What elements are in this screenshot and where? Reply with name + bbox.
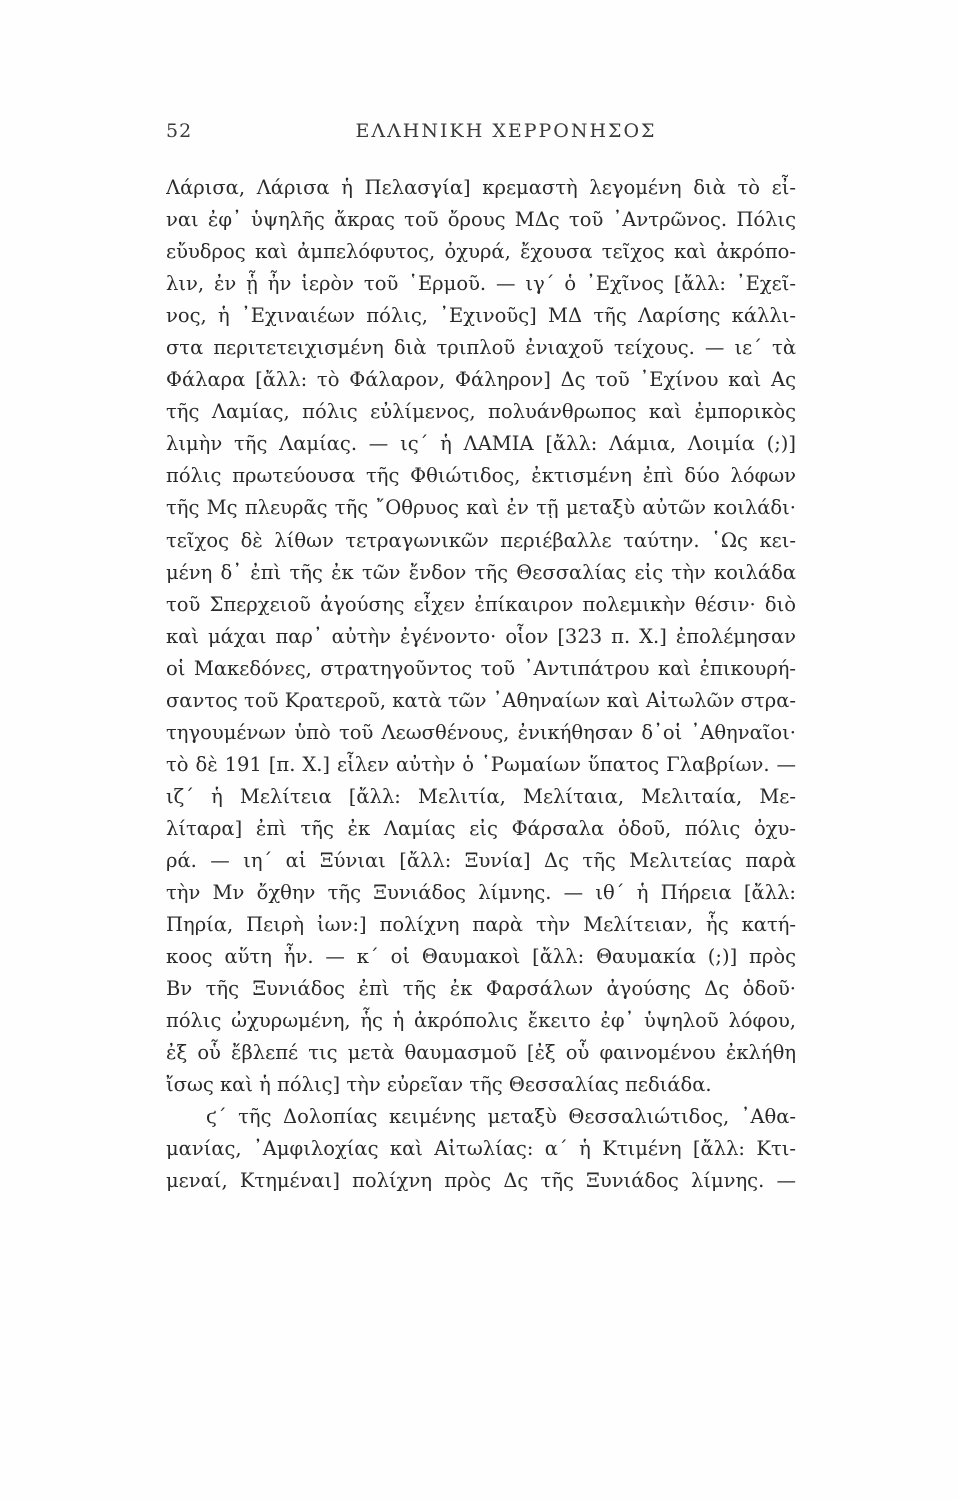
text-line: καὶ μάχαι παρ᾽ αὐτὴν ἐγένοντο· οἷον [323 π. Χ.] ἐπολέμησαν — [166, 624, 796, 648]
text-line: Φάλαρα [ἄλλ: τὸ Φάλαρον, Φάληρον] Δς τοῦ ᾽Εχίνου καὶ Ας — [166, 368, 796, 392]
text-line: κοος αὕτη ἦν. — κ΄ οἱ Θαυμακοὶ [ἄλλ: Θαυμακία (;)] πρὸς — [166, 945, 796, 969]
paragraph-end-line: ἴσως καὶ ἡ πόλις] τὴν εὐρεῖαν τῆς Θεσσαλίας πεδιάδα. — [166, 1073, 712, 1097]
text-line: τῆς Λαμίας, πόλις εὐλίμενος, πολυάνθρωπος καὶ ἐμπορικὸς — [166, 400, 796, 424]
text-line: Βν τῆς Ξυνιάδος ἐπὶ τῆς ἐκ Φαρσάλων ἀγούσης Δς ὁδοῦ· — [166, 977, 796, 1001]
text-line: οἱ Μακεδόνες, στρατηγοῦντος τοῦ ᾽Αντιπάτρου καὶ ἐπικουρή- — [166, 656, 796, 680]
text-line: τηγουμένων ὑπὸ τοῦ Λεωσθένους, ἐνικήθησαν δ᾽οἱ ᾽Αθηναῖοι· — [166, 720, 796, 744]
text-line: μανίας, ᾽Αμφιλοχίας καὶ Αἰτωλίας: α΄ ἡ Κτιμένη [ἄλλ: Κτι- — [166, 1137, 796, 1161]
text-line: στα περιτετειχισμένη διὰ τριπλοῦ ἐνιαχοῦ τείχους. — ιε΄ τὰ — [166, 336, 796, 360]
text-line: λίταρα] ἐπὶ τῆς ἐκ Λαμίας εἰς Φάρσαλα ὁδοῦ, πόλις ὀχυ- — [166, 816, 796, 840]
text-line: τεῖχος δὲ λίθων τετραγωνικῶν περιέβαλλε ταύτην. ῾Ως κει- — [166, 528, 796, 552]
text-line: ρά. — ιη΄ αἱ Ξύνιαι [ἄλλ: Ξυνία] Δς τῆς Μελιτείας παρὰ — [166, 848, 796, 872]
text-line: λιν, ἐν ᾗ ἦν ἱερὸν τοῦ ῾Ερμοῦ. — ιγ΄ ὁ ᾽Εχῖνος [ἄλλ: ᾽Εχεῖ- — [166, 272, 796, 296]
text-line: ναι ἐφ᾽ ὑψηλῆς ἄκρας τοῦ ὄρους ΜΔς τοῦ ᾽Αντρῶνος. Πόλις — [166, 208, 796, 232]
body-text — [166, 172, 796, 1198]
text-line: ιζ΄ ἡ Μελίτεια [ἄλλ: Μελιτία, Μελίταια, Μελιταία, Με- — [166, 784, 796, 808]
text-line: Λάρισα, Λάρισα ἡ Πελασγία] κρεμαστὴ λεγομένη διὰ τὸ εἶ- — [166, 176, 796, 199]
text-line: πόλις ὠχυρωμένη, ἧς ἡ ἀκρόπολις ἔκειτο ἐφ᾽ ὑψηλοῦ λόφου, — [166, 1009, 796, 1033]
text-line: τὴν Μν ὄχθην τῆς Ξυνιάδος λίμνης. — ιθ΄ ἡ Πήρεια [ἄλλ: — [166, 881, 796, 905]
text-line: τῆς Μς πλευρᾶς τῆς ῎Οθρυος καὶ ἐν τῇ μεταξὺ αὐτῶν κοιλάδι· — [166, 496, 796, 520]
running-head — [166, 120, 796, 160]
paragraph-start-line: ϛ΄ τῆς Δολοπίας κειμένης μεταξὺ Θεσσαλιώτιδος, ᾽Αθα- — [206, 1105, 796, 1129]
page-number: 52 — [166, 120, 193, 142]
text-line: Πηρία, Πειρὴ ἰων:] πολίχνη παρὰ τὴν Μελίτειαν, ἧς κατή- — [166, 913, 796, 937]
text-line: εὔυδρος καὶ ἀμπελόφυτος, ὀχυρά, ἔχουσα τεῖχος καὶ ἀκρόπο- — [166, 240, 796, 264]
text-line: σαντος τοῦ Κρατεροῦ, κατὰ τῶν ᾽Αθηναίων καὶ Αἰτωλῶν στρα- — [166, 688, 796, 712]
text-line: ἐξ οὗ ἔβλεπέ τις μετὰ θαυμασμοῦ [ἐξ οὗ φαινομένου ἐκλήθη — [166, 1041, 796, 1065]
text-line: πόλις πρωτεύουσα τῆς Φθιώτιδος, ἐκτισμένη ἐπὶ δύο λόφων — [166, 464, 796, 488]
text-line: μεναί, Κτημέναι] πολίχνη πρὸς Δς τῆς Ξυνιάδος λίμνης. — — [166, 1169, 796, 1193]
text-line: τοῦ Σπερχειοῦ ἀγούσης εἶχεν ἐπίκαιρον πολεμικὴν θέσιν· διὸ — [166, 592, 796, 616]
text-line: λιμὴν τῆς Λαμίας. — ις΄ ἡ ΛΑΜΙΑ [ἄλλ: Λάμια, Λοιμία (;)] — [166, 432, 796, 456]
text-line: νος, ἡ ᾽Εχιναιέων πόλις, ᾽Εχινοῦς] ΜΔ τῆς Λαρίσης κάλλι- — [166, 304, 796, 328]
running-title: ΕΛΛΗΝΙΚΗ ΧΕΡΡΟΝΗΣΟΣ — [355, 120, 657, 142]
text-line: τὸ δὲ 191 [π. Χ.] εἷλεν αὐτὴν ὁ ῾Ρωμαίων ὕπατος Γλαβρίων. — — [166, 752, 796, 776]
text-line: μένη δ᾽ ἐπὶ τῆς ἐκ τῶν ἔνδον τῆς Θεσσαλίας εἰς τὴν κοιλάδα — [166, 560, 796, 584]
